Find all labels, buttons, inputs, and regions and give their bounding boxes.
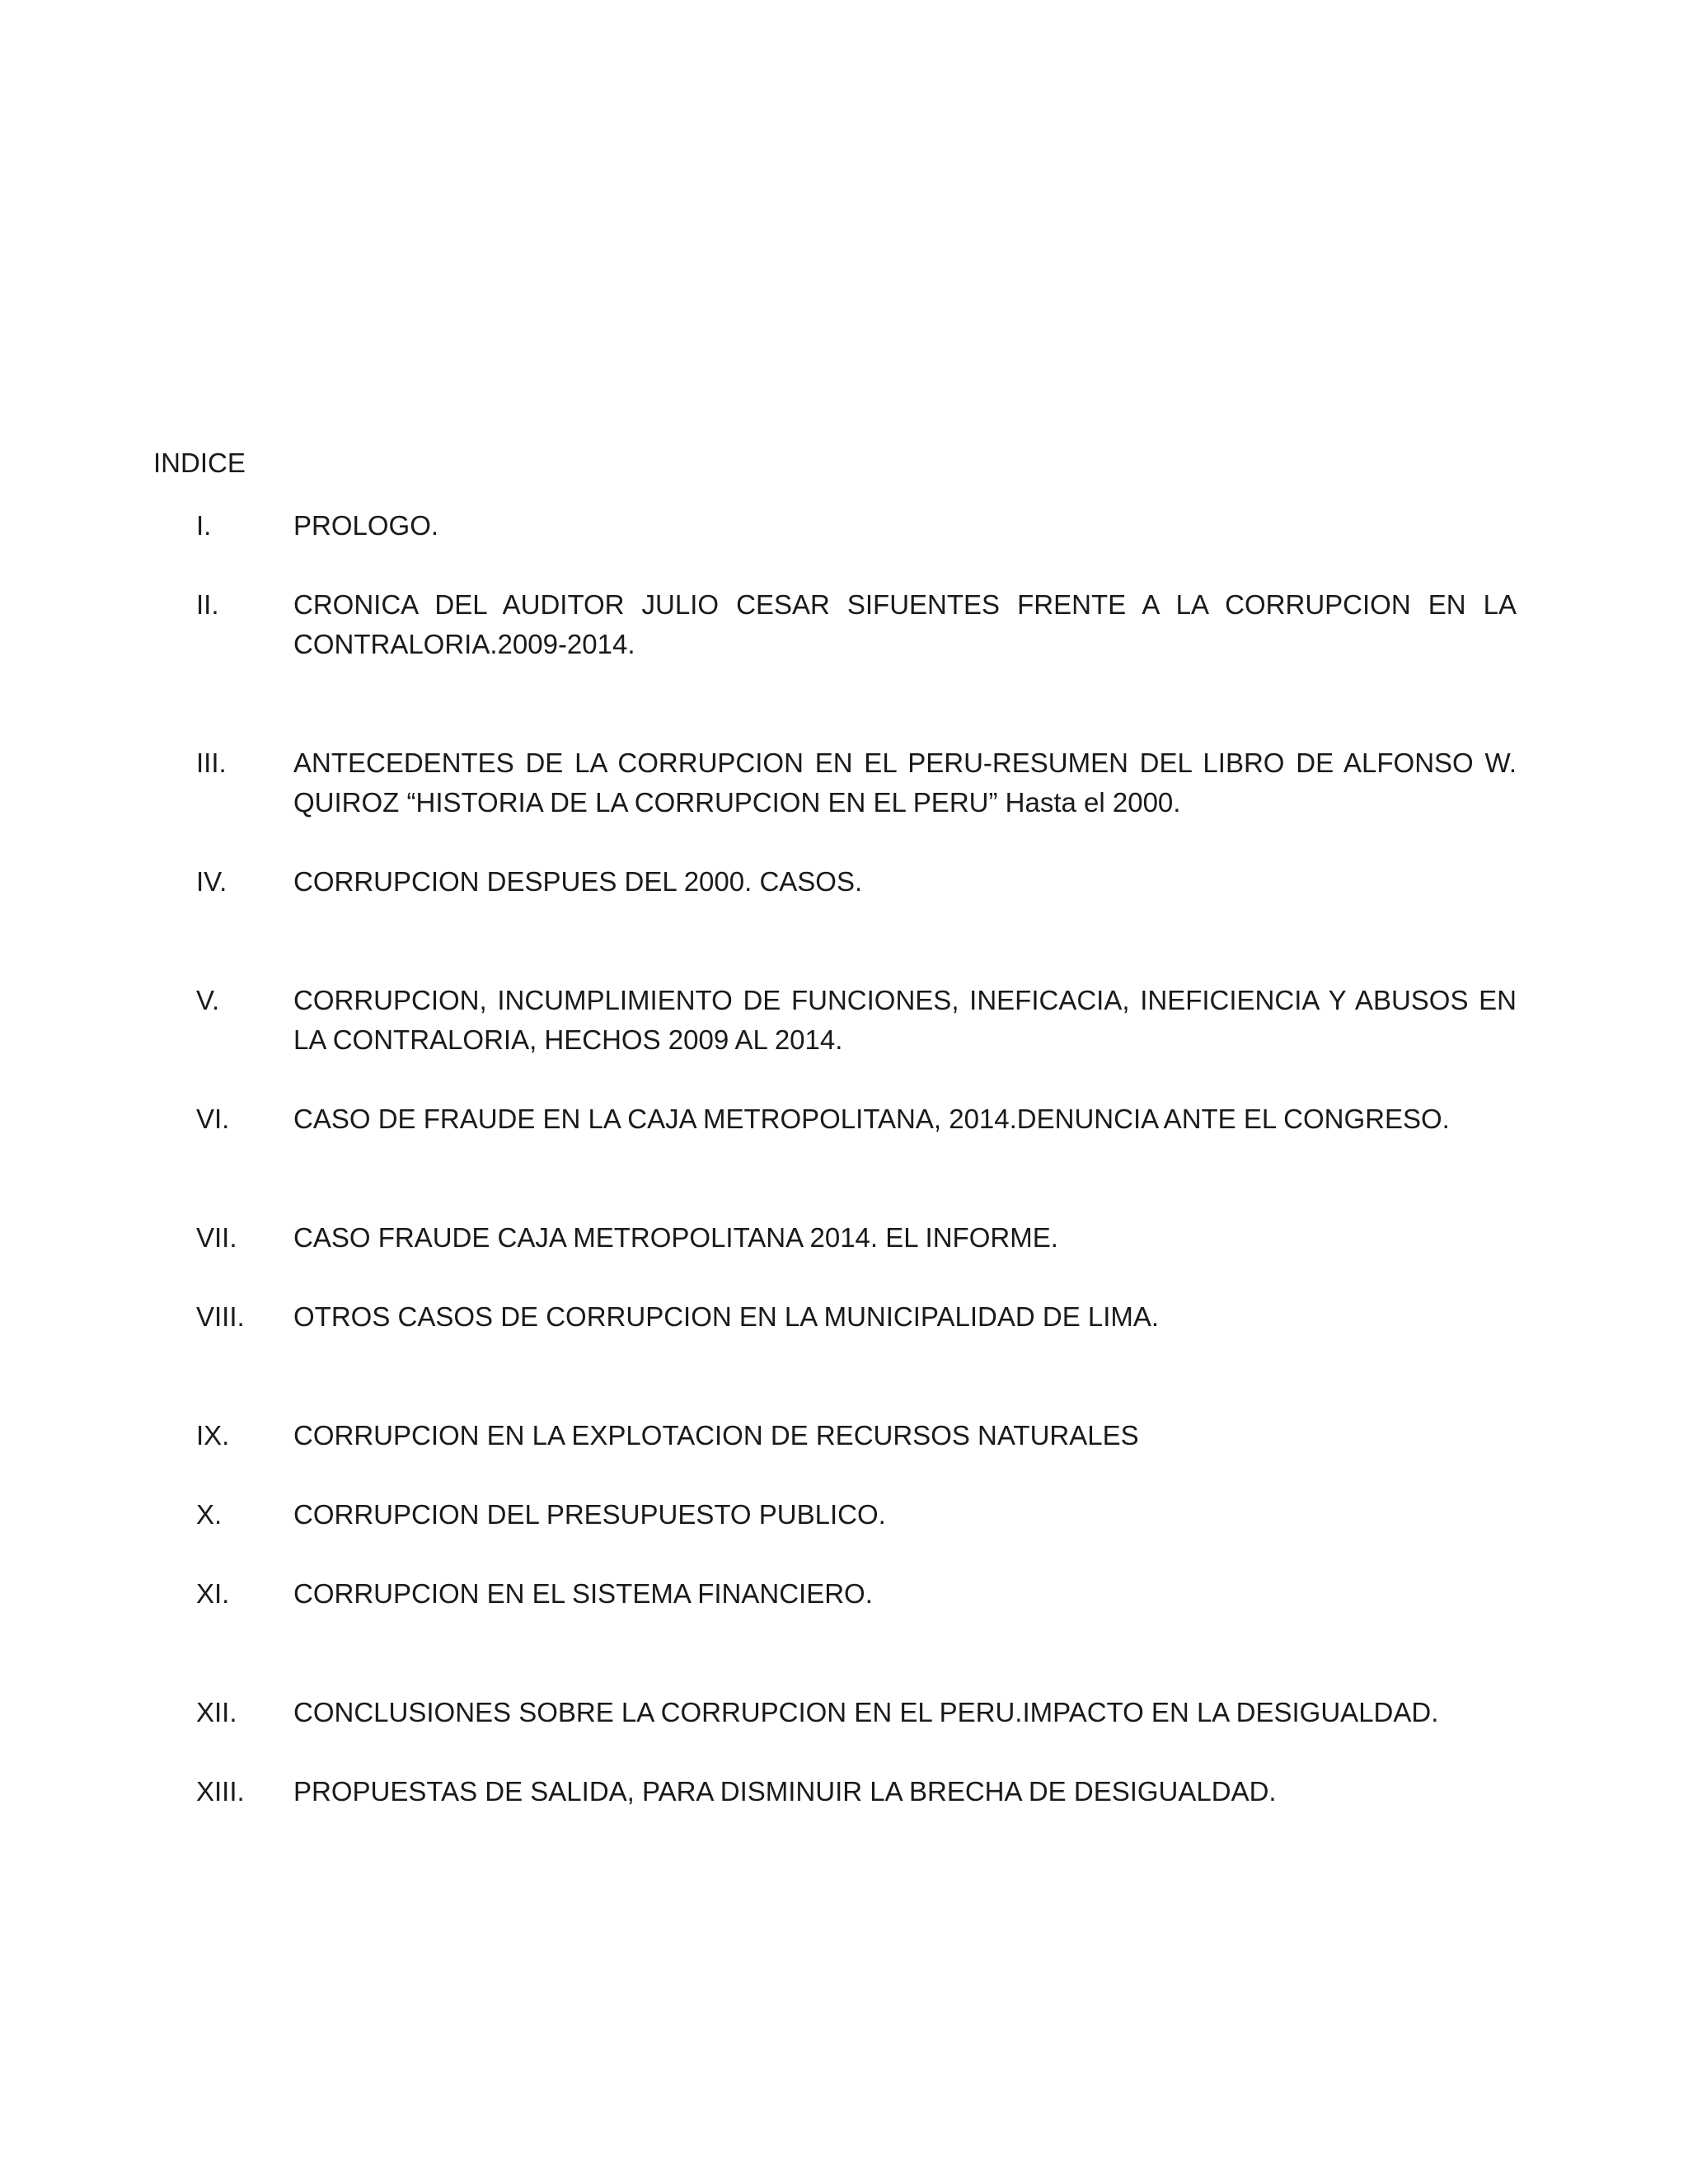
- toc-entry-text: CASO DE FRAUDE EN LA CAJA METROPOLITANA, 2014.DENUNCIA ANTE EL CONGRESO.: [293, 1104, 1450, 1134]
- toc-entry-1: [153, 506, 1517, 546]
- toc-entry-number: II.: [196, 589, 219, 620]
- toc-entry-text: CORRUPCION DEL PRESUPUESTO PUBLICO.: [293, 1499, 886, 1530]
- toc-entry-12: [153, 1693, 1517, 1732]
- toc-entry-text: PROPUESTAS DE SALIDA, PARA DISMINUIR LA BRECHA DE DESIGUALDAD.: [293, 1776, 1277, 1807]
- toc-entry-6: [153, 1099, 1517, 1139]
- toc-entry-7: [153, 1218, 1517, 1258]
- toc-entry-9: [153, 1416, 1517, 1455]
- toc-entry-13: [153, 1772, 1517, 1811]
- toc-entry-number: IX.: [196, 1420, 230, 1451]
- toc-entry-text: PROLOGO.: [293, 510, 439, 541]
- toc-entry-text: CORRUPCION EN LA EXPLOTACION DE RECURSOS NATURALES: [293, 1420, 1139, 1451]
- toc-entry-3: [153, 743, 1517, 823]
- toc-entry-number: VII.: [196, 1222, 237, 1253]
- toc-entry-number: VI.: [196, 1104, 230, 1134]
- index-title: INDICE: [153, 448, 246, 478]
- toc-entry-number: IV.: [196, 866, 227, 897]
- toc-entry-10: [153, 1495, 1517, 1535]
- toc-entry-number: X.: [196, 1499, 223, 1530]
- toc-entry-text: CORRUPCION DESPUES DEL 2000. CASOS.: [293, 866, 863, 897]
- toc-entry-11: [153, 1574, 1517, 1614]
- toc-entry-text: ANTECEDENTES DE LA CORRUPCION EN EL PERU-RESUMEN DEL LIBRO DE ALFONSO W. QUIROZ “HISTORIA DE LA CORRUPCION EN EL PERU” Hasta el 2000.: [293, 748, 1517, 818]
- toc-entry-text: OTROS CASOS DE CORRUPCION EN LA MUNICIPALIDAD DE LIMA.: [293, 1301, 1160, 1332]
- toc-entry-text: CRONICA DEL AUDITOR JULIO CESAR SIFUENTES FRENTE A LA CORRUPCION EN LA CONTRALORIA.2009-2014.: [293, 589, 1517, 659]
- toc-entry-number: XI.: [196, 1578, 230, 1609]
- toc-entry-number: XIII.: [196, 1776, 245, 1807]
- toc-entry-number: III.: [196, 748, 227, 778]
- toc-entry-5: [153, 981, 1517, 1060]
- toc-entry-text: CONCLUSIONES SOBRE LA CORRUPCION EN EL PERU.IMPACTO EN LA DESIGUALDAD.: [293, 1697, 1439, 1727]
- toc-entry-text: CORRUPCION, INCUMPLIMIENTO DE FUNCIONES, INEFICACIA, INEFICIENCIA Y ABUSOS EN LA CONTRALORIA, HECHOS 2009 AL 2014.: [293, 985, 1517, 1055]
- toc-entry-number: VIII.: [196, 1301, 245, 1332]
- toc-entry-4: [153, 862, 1517, 902]
- toc-entry-number: I.: [196, 510, 212, 541]
- toc-entry-2: [153, 585, 1517, 664]
- toc-entry-text: CORRUPCION EN EL SISTEMA FINANCIERO.: [293, 1578, 873, 1609]
- toc-entry-text: CASO FRAUDE CAJA METROPOLITANA 2014. EL INFORME.: [293, 1222, 1058, 1253]
- toc-entry-8: [153, 1297, 1517, 1337]
- toc-entry-number: XII.: [196, 1697, 237, 1727]
- toc-entry-number: V.: [196, 985, 220, 1015]
